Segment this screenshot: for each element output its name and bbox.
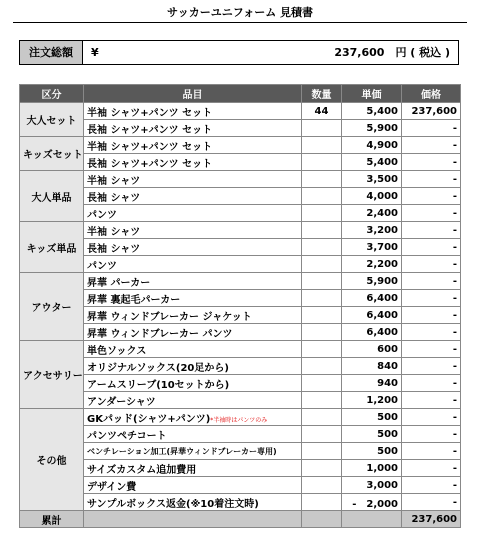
item-label: サンプルボックス返金(※10着注文時) bbox=[87, 498, 259, 510]
price-cell: - bbox=[402, 256, 461, 273]
table-row bbox=[20, 426, 461, 443]
price-cell: - bbox=[402, 409, 461, 426]
qty-cell: 44 bbox=[302, 103, 342, 120]
item-label: GKパッド(シャツ+パンツ) bbox=[87, 413, 211, 425]
unit-price-cell: 6,400 bbox=[342, 324, 402, 341]
table-row bbox=[20, 392, 461, 409]
qty-cell bbox=[302, 358, 342, 375]
price-cell: - bbox=[402, 188, 461, 205]
sum-blank-qty bbox=[302, 511, 342, 528]
qty-cell bbox=[302, 477, 342, 494]
header-category: 区分 bbox=[20, 85, 84, 103]
price-cell: - bbox=[402, 222, 461, 239]
header-unit-price: 単価 bbox=[342, 85, 402, 103]
category-cell: 大人単品 bbox=[20, 171, 84, 222]
item-cell bbox=[84, 324, 302, 341]
category-cell: 大人セット bbox=[20, 103, 84, 137]
qty-cell bbox=[302, 154, 342, 171]
table-row bbox=[20, 120, 461, 137]
price-cell: - bbox=[402, 324, 461, 341]
order-total-value: 237,600 bbox=[334, 46, 385, 59]
unit-price-cell: 500 bbox=[342, 426, 402, 443]
item-label: 昇華 ウィンドブレーカー パンツ bbox=[87, 328, 233, 340]
table-row bbox=[20, 137, 461, 154]
yen-sign: ¥ bbox=[91, 46, 99, 59]
unit-price-cell: 5,400 bbox=[342, 103, 402, 120]
qty-cell bbox=[302, 307, 342, 324]
item-cell bbox=[84, 341, 302, 358]
item-cell bbox=[84, 154, 302, 171]
qty-cell bbox=[302, 222, 342, 239]
category-cell: キッズセット bbox=[20, 137, 84, 171]
price-cell: - bbox=[402, 460, 461, 477]
price-cell: 237,600 bbox=[402, 103, 461, 120]
qty-cell bbox=[302, 324, 342, 341]
qty-cell bbox=[302, 256, 342, 273]
price-cell: - bbox=[402, 392, 461, 409]
qty-cell bbox=[302, 443, 342, 460]
item-cell bbox=[84, 290, 302, 307]
item-cell bbox=[84, 477, 302, 494]
item-cell bbox=[84, 443, 302, 460]
item-cell bbox=[84, 188, 302, 205]
item-label: 昇華 ウィンドブレーカー ジャケット bbox=[87, 311, 252, 323]
item-cell bbox=[84, 426, 302, 443]
unit-price-cell: 3,200 bbox=[342, 222, 402, 239]
item-label: 長袖 シャツ bbox=[87, 243, 141, 255]
item-label: 半袖 シャツ+パンツ セット bbox=[87, 107, 213, 119]
estimate-table bbox=[19, 84, 461, 528]
item-cell bbox=[84, 273, 302, 290]
unit-price-cell: 1,200 bbox=[342, 392, 402, 409]
order-total-box bbox=[19, 40, 459, 65]
unit-price-cell: 940 bbox=[342, 375, 402, 392]
item-cell bbox=[84, 392, 302, 409]
header-item: 品目 bbox=[84, 85, 302, 103]
price-cell: - bbox=[402, 120, 461, 137]
table-row bbox=[20, 273, 461, 290]
table-row bbox=[20, 256, 461, 273]
item-cell bbox=[84, 460, 302, 477]
order-total-label: 注文総額 bbox=[20, 41, 83, 64]
category-cell: アクセサリー bbox=[20, 341, 84, 409]
unit-price-cell: 3,000 bbox=[342, 477, 402, 494]
price-cell: - bbox=[402, 375, 461, 392]
item-cell bbox=[84, 307, 302, 324]
table-row bbox=[20, 205, 461, 222]
item-cell bbox=[84, 171, 302, 188]
unit-price-cell: 4,900 bbox=[342, 137, 402, 154]
item-label: 長袖 シャツ bbox=[87, 192, 141, 204]
qty-cell bbox=[302, 171, 342, 188]
sum-row bbox=[20, 511, 461, 528]
category-cell: キッズ単品 bbox=[20, 222, 84, 273]
item-label: アームスリーブ(10セットから) bbox=[87, 379, 230, 391]
qty-cell bbox=[302, 426, 342, 443]
item-label: 半袖 シャツ bbox=[87, 226, 141, 238]
price-cell: - bbox=[402, 443, 461, 460]
price-cell: - bbox=[402, 477, 461, 494]
unit-price-cell: 5,900 bbox=[342, 120, 402, 137]
table-row bbox=[20, 460, 461, 477]
document-title: サッカーユニフォーム 見積書 bbox=[13, 4, 467, 23]
unit-price-cell: 3,500 bbox=[342, 171, 402, 188]
table-row bbox=[20, 477, 461, 494]
unit-price-cell: 3,700 bbox=[342, 239, 402, 256]
price-cell: - bbox=[402, 290, 461, 307]
item-cell bbox=[84, 239, 302, 256]
sum-price: 237,600 bbox=[402, 511, 461, 528]
table-row bbox=[20, 409, 461, 426]
item-label: 長袖 シャツ+パンツ セット bbox=[87, 124, 213, 136]
table-row bbox=[20, 358, 461, 375]
table-row bbox=[20, 324, 461, 341]
item-label: 半袖 シャツ bbox=[87, 175, 141, 187]
price-cell: - bbox=[402, 239, 461, 256]
item-label: 半袖 シャツ+パンツ セット bbox=[87, 141, 213, 153]
item-label: オリジナルソックス(20足から) bbox=[87, 362, 229, 374]
item-label: パンツ bbox=[87, 209, 117, 221]
qty-cell bbox=[302, 290, 342, 307]
unit-price-cell: 4,000 bbox=[342, 188, 402, 205]
item-label: 昇華 パーカー bbox=[87, 277, 151, 289]
item-label: 単色ソックス bbox=[87, 345, 147, 357]
price-cell: - bbox=[402, 358, 461, 375]
unit-price-cell: 5,900 bbox=[342, 273, 402, 290]
price-cell: - bbox=[402, 205, 461, 222]
unit-price-cell: - 2,000 bbox=[342, 494, 402, 511]
unit-price-cell: 500 bbox=[342, 443, 402, 460]
qty-cell bbox=[302, 137, 342, 154]
order-total-unit: 円 ( 税込 ) bbox=[395, 46, 450, 59]
price-cell: - bbox=[402, 171, 461, 188]
item-label: デザイン費 bbox=[87, 481, 137, 493]
table-row bbox=[20, 341, 461, 358]
qty-cell bbox=[302, 120, 342, 137]
sum-blank-item bbox=[84, 511, 302, 528]
item-cell bbox=[84, 137, 302, 154]
qty-cell bbox=[302, 205, 342, 222]
item-label: パンツペチコート bbox=[87, 430, 167, 442]
qty-cell bbox=[302, 375, 342, 392]
price-cell: - bbox=[402, 426, 461, 443]
header-qty: 数量 bbox=[302, 85, 342, 103]
price-cell: - bbox=[402, 154, 461, 171]
price-cell: - bbox=[402, 307, 461, 324]
item-cell bbox=[84, 205, 302, 222]
item-label: 長袖 シャツ+パンツ セット bbox=[87, 158, 213, 170]
unit-price-cell: 5,400 bbox=[342, 154, 402, 171]
unit-price-cell: 1,000 bbox=[342, 460, 402, 477]
item-cell bbox=[84, 358, 302, 375]
category-cell: その他 bbox=[20, 409, 84, 511]
unit-price-cell: 6,400 bbox=[342, 307, 402, 324]
unit-price-cell: 2,400 bbox=[342, 205, 402, 222]
unit-price-cell: 600 bbox=[342, 341, 402, 358]
item-cell bbox=[84, 222, 302, 239]
table-row bbox=[20, 103, 461, 120]
item-label: ベンチレーション加工(昇華ウィンドブレーカー専用) bbox=[87, 446, 277, 456]
item-cell bbox=[84, 375, 302, 392]
item-label: パンツ bbox=[87, 260, 117, 272]
item-label: サイズカスタム追加費用 bbox=[87, 464, 197, 476]
table-row bbox=[20, 171, 461, 188]
category-cell: アウター bbox=[20, 273, 84, 341]
table-header-row bbox=[20, 85, 461, 103]
unit-price-cell: 500 bbox=[342, 409, 402, 426]
order-total-amount bbox=[111, 41, 458, 64]
qty-cell bbox=[302, 341, 342, 358]
sum-blank-unit bbox=[342, 511, 402, 528]
item-note: *半袖時はパンツのみ bbox=[210, 416, 268, 424]
qty-cell bbox=[302, 239, 342, 256]
table-row bbox=[20, 222, 461, 239]
table-row bbox=[20, 290, 461, 307]
table-row bbox=[20, 443, 461, 460]
item-label: 昇華 裏起毛パーカー bbox=[87, 294, 181, 306]
item-cell bbox=[84, 256, 302, 273]
table-row bbox=[20, 188, 461, 205]
qty-cell bbox=[302, 460, 342, 477]
sum-label: 累計 bbox=[20, 511, 84, 528]
qty-cell bbox=[302, 392, 342, 409]
header-price: 価格 bbox=[402, 85, 461, 103]
qty-cell bbox=[302, 494, 342, 511]
item-cell bbox=[84, 120, 302, 137]
price-cell: - bbox=[402, 137, 461, 154]
qty-cell bbox=[302, 188, 342, 205]
table-row bbox=[20, 154, 461, 171]
unit-price-cell: 6,400 bbox=[342, 290, 402, 307]
table-row bbox=[20, 307, 461, 324]
item-cell bbox=[84, 103, 302, 120]
table-row bbox=[20, 494, 461, 511]
table-row bbox=[20, 375, 461, 392]
qty-cell bbox=[302, 409, 342, 426]
price-cell: - bbox=[402, 341, 461, 358]
unit-price-cell: 840 bbox=[342, 358, 402, 375]
item-cell bbox=[84, 494, 302, 511]
qty-cell bbox=[302, 273, 342, 290]
unit-price-cell: 2,200 bbox=[342, 256, 402, 273]
item-cell bbox=[84, 409, 302, 426]
price-cell: - bbox=[402, 494, 461, 511]
item-label: アンダーシャツ bbox=[87, 396, 156, 408]
table-row bbox=[20, 239, 461, 256]
price-cell: - bbox=[402, 273, 461, 290]
